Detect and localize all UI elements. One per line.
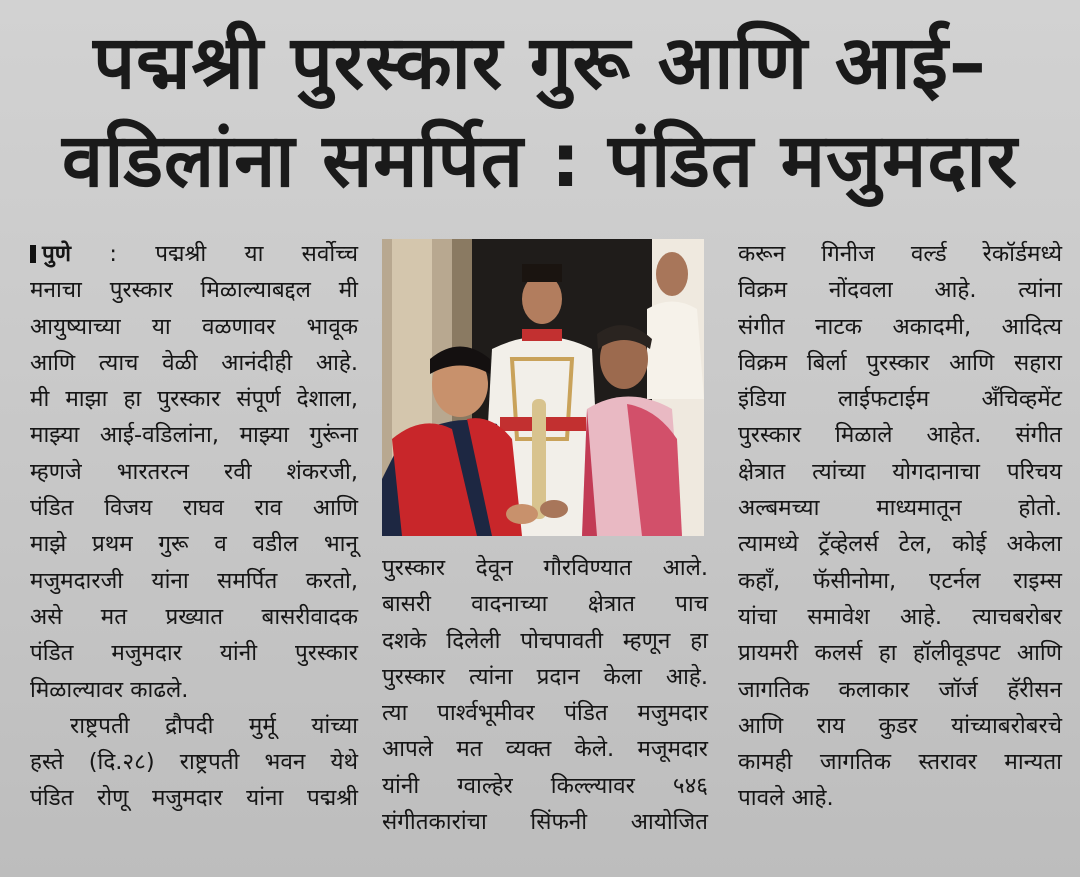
article-line: माझे प्रथम गुरू व वडील भानू [30,531,358,558]
article-column-1 [30,236,358,817]
article-line: त्यामध्ये ट्रॅव्हेलर्स टेल, कोई अकेला [738,531,1062,558]
article-line: करून गिनीज वर्ल्ड रेकॉर्डमध्ये [738,241,1062,267]
headline-line-2: वडिलांना समर्पित : पंडित मजुमदार [62,118,1018,204]
article-line-text: : पद्मश्री या सर्वोच्च [109,241,358,267]
article-column-2 [382,550,708,840]
article-line: पावले आहे. [738,785,834,812]
article-line: त्या पार्श्वभूमीवर पंडित मजुमदार [382,700,708,727]
article-line [30,236,358,272]
headline-line-1: पद्मश्री पुरस्कार गुरू आणि आई– [93,20,987,106]
article-line: बासरी वादनाच्या क्षेत्रात पाच [382,591,708,618]
article-line: संगीतकारांचा सिंफनी आयोजित [382,809,708,836]
article-line: कहाँ, फॅसीनोमा, एटर्नल राइम्स [738,567,1062,594]
award-ceremony-photo [382,239,704,536]
article-line: प्रायमरी कलर्स हा हॉलीवूडपट आणि [738,640,1062,667]
article-line: आपले मत व्यक्त केले. मजूमदार [382,736,708,763]
article-line: मिळाल्यावर काढले. [30,676,189,703]
award-photo-illustration [382,239,704,536]
article-line: आयुष्याच्या या वळणावर भावूक [30,313,358,340]
article-line: इंडिया लाईफटाईम अँचिव्हमेंट [738,386,1062,413]
article-line: कामही जागतिक स्तरावर मान्यता [738,749,1062,776]
article-line: म्हणजे भारतरत्न रवी शंकरजी, [30,458,358,485]
article-line: मनाचा पुरस्कार मिळाल्याबद्दल मी [30,277,358,304]
article-line: पंडित विजय राघव राव आणि [30,495,358,522]
article-line: दशके दिलेली पोचपावती म्हणून हा [382,627,708,654]
article-line: पंडित रोणू मजुमदार यांना पद्मश्री [30,785,358,812]
article-line: राष्ट्रपती द्रौपदी मुर्मू यांच्या [70,712,358,739]
article-line: अल्बमच्या माध्यमातून होतो. [738,495,1062,522]
article-column-3 [738,236,1062,817]
article-line: मजुमदारजी यांना समर्पित करतो, [30,567,358,594]
article-line: जागतिक कलाकार जॉर्ज हॅरीसन [738,676,1062,703]
article-line: पंडित मजुमदार यांनी पुरस्कार [30,640,358,667]
article-line: असे मत प्रख्यात बासरीवादक [30,603,358,630]
article-line: विक्रम बिर्ला पुरस्कार आणि सहारा [738,349,1062,376]
article-line: माझ्या आई-वडिलांना, माझ्या गुरूंना [30,422,358,449]
article-line: आणि त्याच वेळी आनंदीही आहे. [30,349,358,376]
article-line: यांचा समावेश आहे. त्याचबरोबर [738,603,1062,630]
article-line: संगीत नाटक अकादमी, आदित्य [738,313,1062,340]
article-line: पुरस्कार मिळाले आहेत. संगीत [738,422,1062,449]
article-line: यांनी ग्वाल्हेर किल्ल्यावर ५४६ [382,772,708,799]
article-line: विक्रम नोंदवला आहे. त्यांना [738,277,1062,304]
dateline-marker [30,245,36,263]
article-line: पुरस्कार त्यांना प्रदान केला आहे. [382,663,708,690]
article-line: पुरस्कार देवून गौरविण्यात आले. [382,555,708,581]
dateline: पुणे [42,241,72,267]
article-line: मी माझा हा पुरस्कार संपूर्ण देशाला, [30,386,358,413]
article-line: क्षेत्रात त्यांच्या योगदानाचा परिचय [738,458,1062,485]
article-line: आणि राय कुडर यांच्याबरोबरचे [738,712,1062,739]
article-line: हस्ते (दि.२८) राष्ट्रपती भवन येथे [30,749,358,776]
